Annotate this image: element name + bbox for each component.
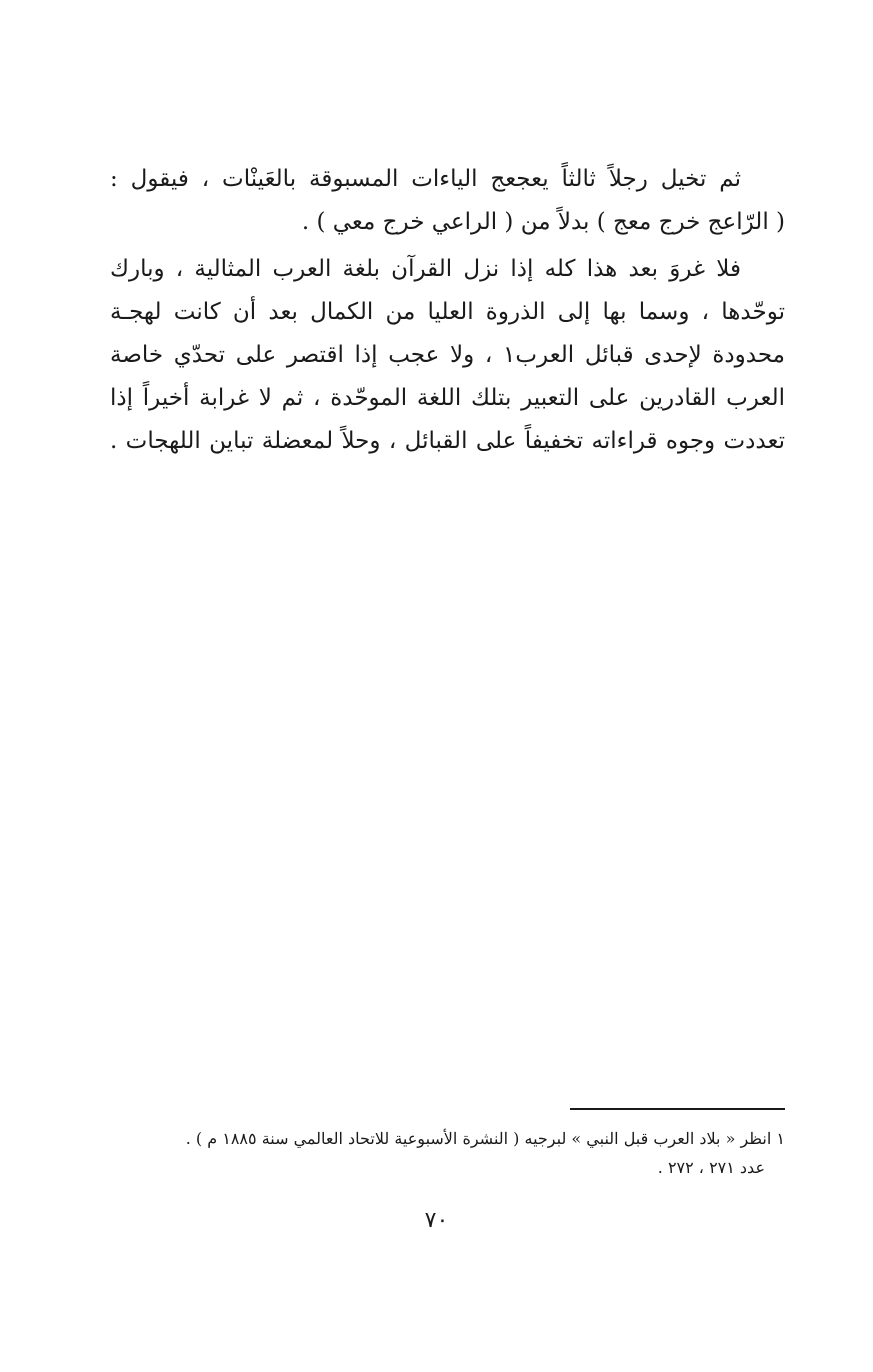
footnotes (110, 1124, 785, 1182)
text-line: العرب القادرين على التعبير بتلك اللغة الموحّدة ، ثم لا غرابة أخيراً إذا (110, 385, 785, 411)
body-text (110, 158, 785, 463)
text-line: ثم تخيل رجلاً ثالثاً يعجعج الياءات المسبوقة بالعَينْات ، فيقول : (110, 166, 741, 192)
footnote-line: عدد ٢٧١ ، ٢٧٢ . (657, 1158, 765, 1177)
paragraph (110, 158, 785, 244)
footnote-line: ١ انظر « بلاد العرب قبل النبي » لبرجيه ( النشرة الأسبوعية للاتحاد العالمي سنة ١٨٨٥ م ) . (185, 1129, 785, 1148)
paragraph (110, 248, 785, 463)
footnote-divider (570, 1108, 785, 1110)
text-line: توحّدها ، وسما بها إلى الذروة العليا من الكمال بعد أن كانت لهجـة (110, 299, 785, 325)
text-line: تعددت وجوه قراءاته تخفيفاً على القبائل ، وحلاً لمعضلة تباين اللهجات . (110, 428, 785, 454)
text-line: ( الرّاعج خرج معج ) بدلاً من ( الراعي خرج معي ) . (301, 209, 785, 235)
text-line: محدودة لإحدى قبائل العرب١ ، ولا عجب إذا اقتصر على تحدّي خاصة (110, 342, 785, 368)
text-line: فلا غروَ بعد هذا كله إذا نزل القرآن بلغة العرب المثالية ، وبارك (110, 256, 741, 282)
page-number: ٧٠ (424, 1208, 449, 1233)
